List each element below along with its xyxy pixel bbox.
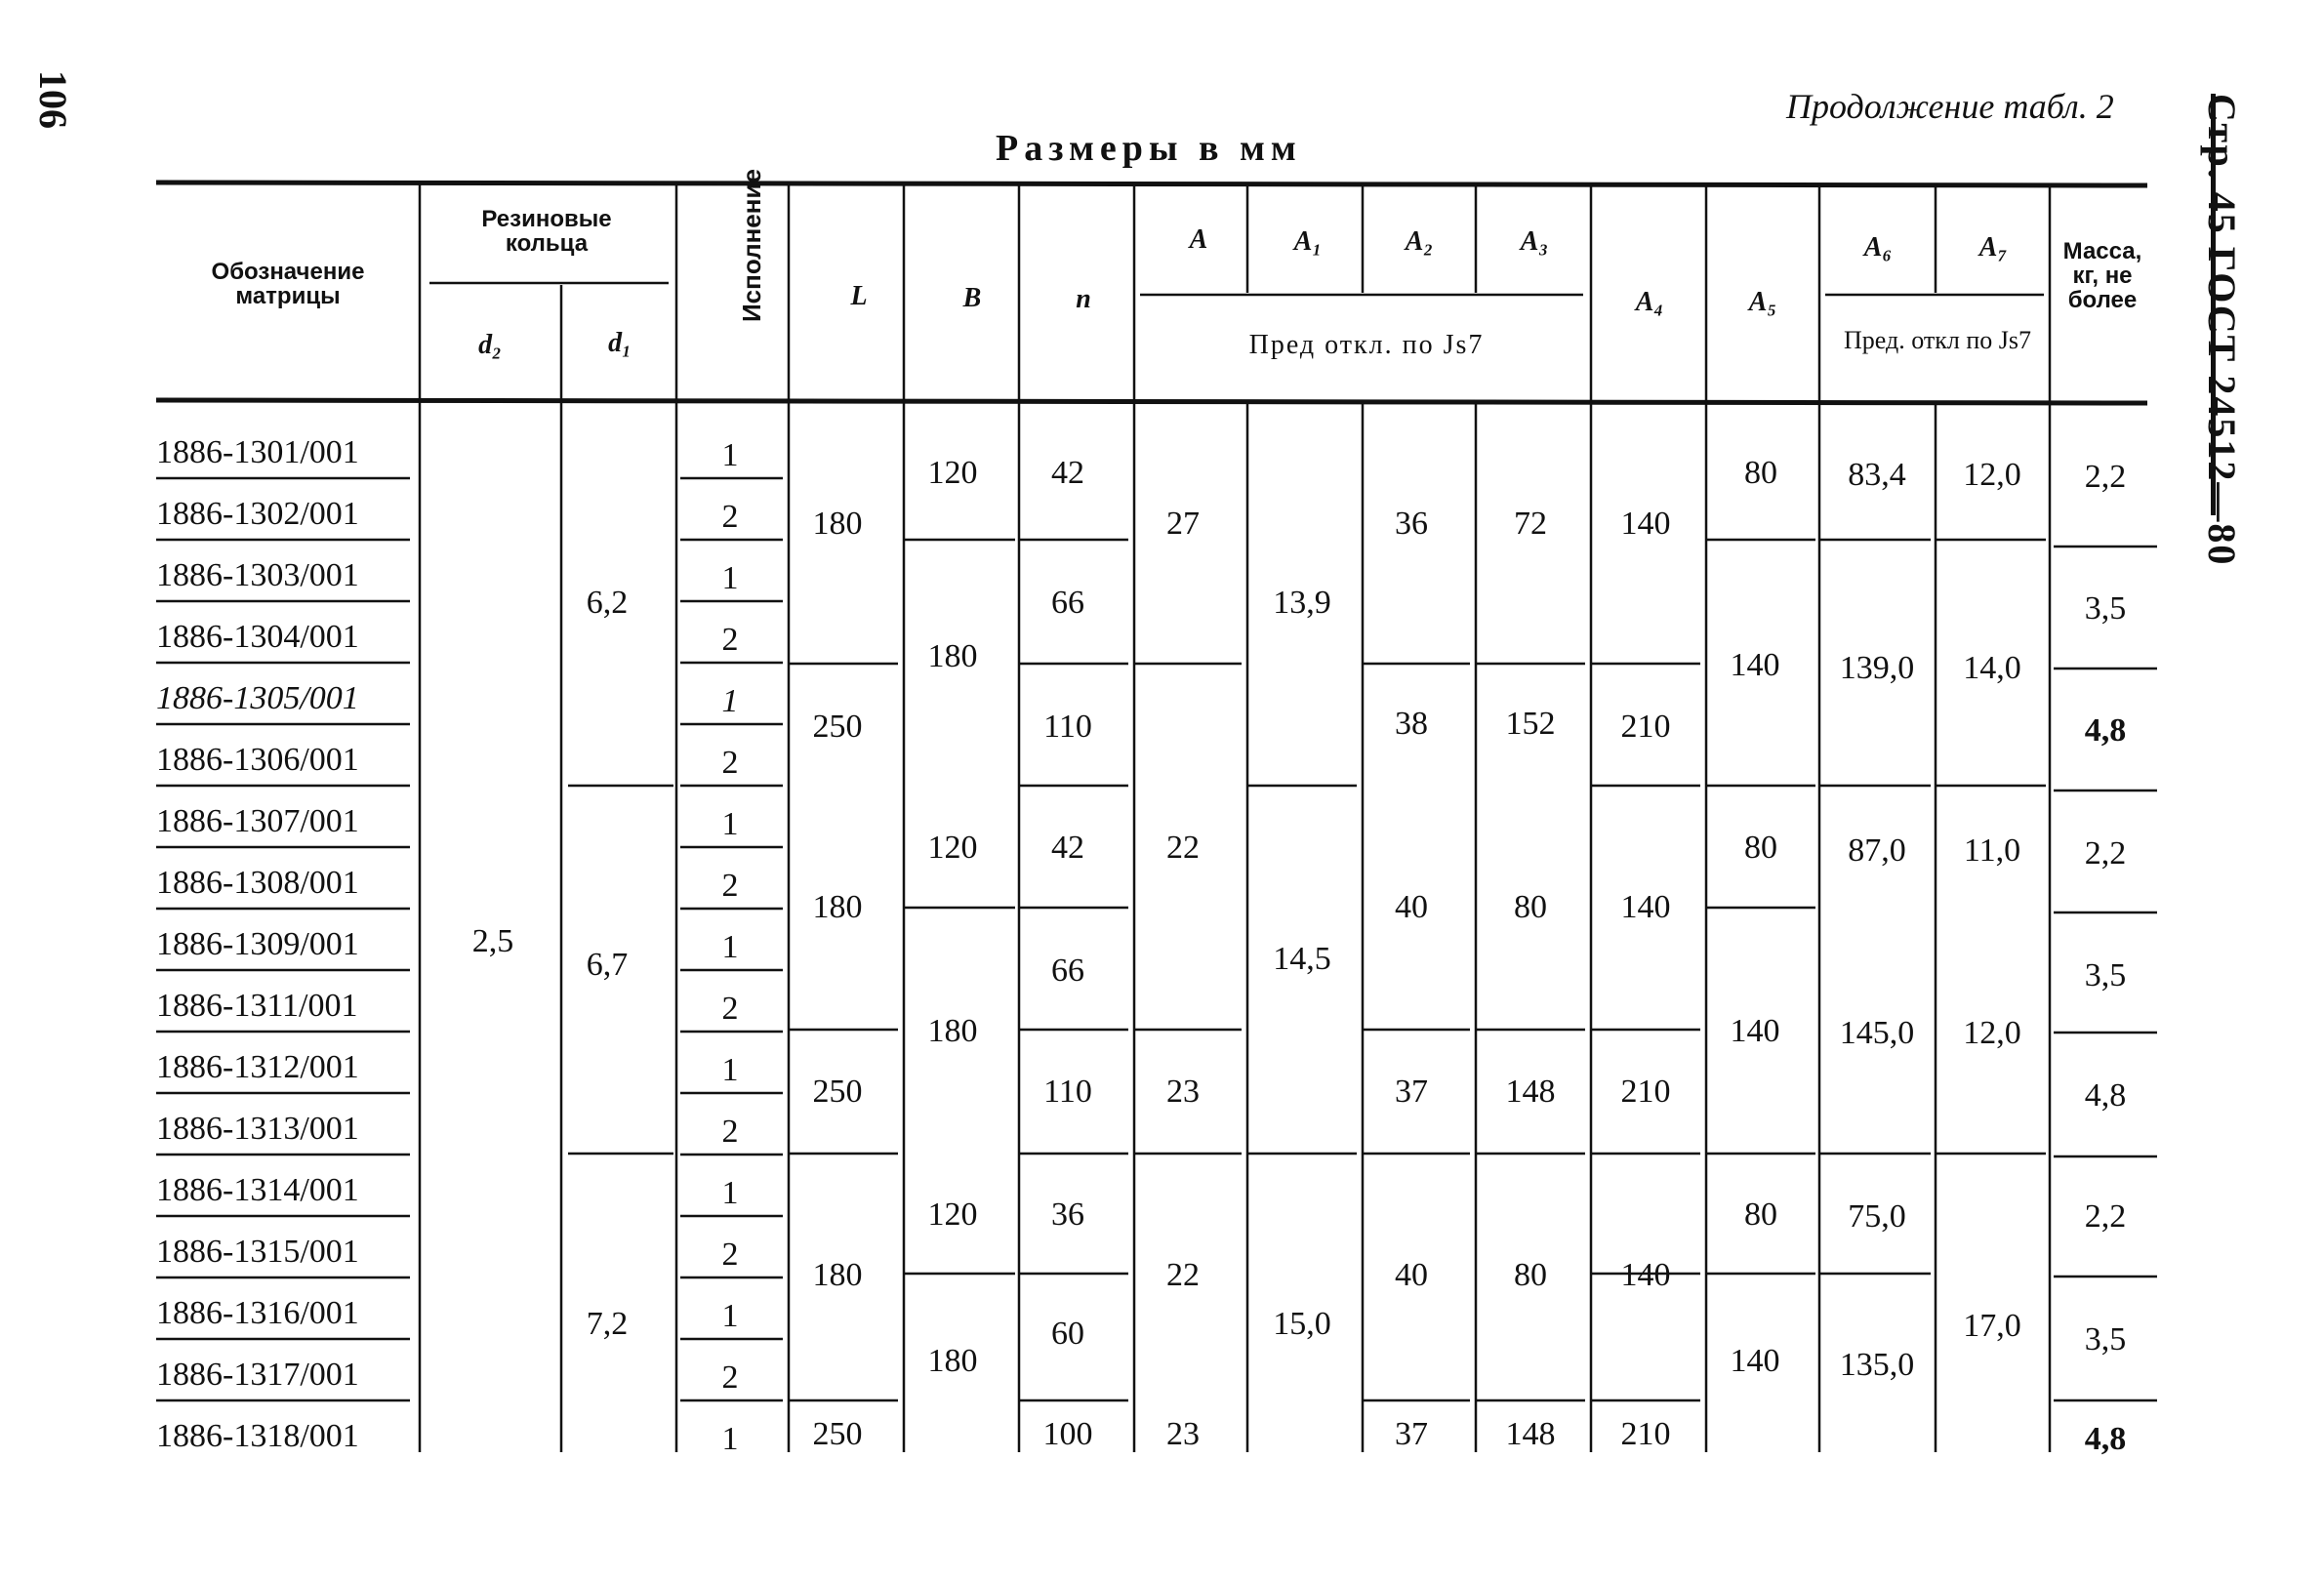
table-row: 1886-1309/001 bbox=[156, 926, 359, 962]
version-cell: 2 bbox=[721, 1114, 739, 1150]
header-A5: A₅ bbox=[1748, 287, 1777, 317]
A6-cell: 139,0 bbox=[1839, 650, 1915, 686]
n-cell: 100 bbox=[1042, 1416, 1093, 1452]
mass-cell: 2,2 bbox=[2084, 459, 2127, 495]
A5-cell: 80 bbox=[1744, 1196, 1777, 1233]
header-d1: d₁ bbox=[608, 328, 632, 358]
A4-cell: 140 bbox=[1620, 1257, 1671, 1293]
L-cell: 250 bbox=[812, 1416, 863, 1452]
A6-cell: 75,0 bbox=[1848, 1198, 1906, 1235]
A3-cell: 72 bbox=[1514, 506, 1547, 542]
A2-cell: 37 bbox=[1395, 1416, 1428, 1452]
table-row: 1886-1318/001 bbox=[156, 1418, 359, 1454]
table-row: 1886-1303/001 bbox=[156, 557, 359, 593]
version-cell: 1 bbox=[721, 1052, 739, 1088]
B-cell: 120 bbox=[927, 830, 978, 866]
units-label: Размеры в мм bbox=[996, 128, 1302, 169]
version-cell: 2 bbox=[721, 622, 739, 658]
version-cell: 2 bbox=[721, 868, 739, 904]
side-header: Стр. 45 ГОСТ 24512—80 bbox=[2200, 94, 2244, 567]
mass-cell: 4,8 bbox=[2084, 1077, 2127, 1114]
version-cell: 1 bbox=[721, 683, 739, 719]
table-row: 1886-1317/001 bbox=[156, 1357, 359, 1393]
L-cell: 250 bbox=[812, 709, 863, 745]
table-row: 1886-1305/001 bbox=[156, 680, 359, 716]
table-row: 1886-1314/001 bbox=[156, 1172, 359, 1208]
A7-cell: 11,0 bbox=[1963, 832, 2021, 869]
n-cell: 36 bbox=[1051, 1196, 1084, 1233]
header-A3: A₃ bbox=[1520, 226, 1549, 257]
header-A: A bbox=[1189, 224, 1208, 255]
table-row: 1886-1302/001 bbox=[156, 496, 359, 532]
L-cell: 250 bbox=[812, 1074, 863, 1110]
A4-cell: 210 bbox=[1620, 709, 1671, 745]
A3-cell: 80 bbox=[1514, 1257, 1547, 1293]
A-cell: 23 bbox=[1166, 1416, 1200, 1452]
table-row: 1886-1307/001 bbox=[156, 803, 359, 839]
mass-cell: 3,5 bbox=[2084, 590, 2127, 627]
A-cell: 23 bbox=[1166, 1074, 1200, 1110]
A5-cell: 140 bbox=[1730, 1013, 1780, 1049]
version-cell: 1 bbox=[721, 1421, 739, 1457]
version-cell: 2 bbox=[721, 499, 739, 535]
A6-cell: 135,0 bbox=[1839, 1347, 1915, 1383]
A-cell: 27 bbox=[1166, 506, 1200, 542]
A5-cell: 80 bbox=[1744, 830, 1777, 866]
version-cell: 1 bbox=[721, 806, 739, 842]
A2-cell: 40 bbox=[1395, 1257, 1428, 1293]
A-cell: 22 bbox=[1166, 1257, 1200, 1293]
n-cell: 66 bbox=[1051, 585, 1084, 621]
version-cell: 1 bbox=[721, 1298, 739, 1334]
B-cell: 180 bbox=[927, 638, 978, 674]
A5-cell: 80 bbox=[1744, 455, 1777, 491]
version-cell: 2 bbox=[721, 1359, 739, 1396]
A6-cell: 145,0 bbox=[1839, 1015, 1915, 1051]
L-cell: 180 bbox=[812, 889, 863, 925]
d2-cell: 2,5 bbox=[471, 923, 514, 959]
d1-cell: 7,2 bbox=[586, 1306, 629, 1342]
B-cell: 180 bbox=[927, 1343, 978, 1379]
mass-cell: 4,8 bbox=[2084, 1421, 2127, 1457]
header-version: Исполнение bbox=[737, 169, 766, 322]
A1-cell: 15,0 bbox=[1273, 1306, 1331, 1342]
A1-cell: 14,5 bbox=[1273, 941, 1331, 977]
A4-cell: 140 bbox=[1620, 889, 1671, 925]
A5-cell: 140 bbox=[1730, 1343, 1780, 1379]
header-A7: A₇ bbox=[1978, 232, 2008, 263]
header-rubber-rings: Резиновые кольца bbox=[481, 206, 612, 258]
table-row: 1886-1316/001 bbox=[156, 1295, 359, 1331]
header-A4: A₄ bbox=[1635, 287, 1664, 317]
A3-cell: 148 bbox=[1505, 1416, 1556, 1452]
L-cell: 180 bbox=[812, 1257, 863, 1293]
page-number: 106 bbox=[31, 70, 75, 129]
header-n: n bbox=[1076, 284, 1091, 314]
header-A1: A₁ bbox=[1293, 226, 1323, 257]
n-cell: 42 bbox=[1051, 830, 1084, 866]
mass-cell: 2,2 bbox=[2084, 835, 2127, 872]
n-cell: 60 bbox=[1051, 1316, 1084, 1352]
A7-cell: 12,0 bbox=[1963, 1015, 2021, 1051]
table-row: 1886-1308/001 bbox=[156, 865, 359, 901]
mass-cell: 3,5 bbox=[2084, 957, 2127, 993]
A6-cell: 83,4 bbox=[1848, 457, 1906, 493]
A1-cell: 13,9 bbox=[1273, 585, 1331, 621]
header-A2: A₂ bbox=[1405, 226, 1434, 257]
L-cell: 180 bbox=[812, 506, 863, 542]
A7-cell: 12,0 bbox=[1963, 457, 2021, 493]
A3-cell: 80 bbox=[1514, 889, 1547, 925]
B-cell: 120 bbox=[927, 455, 978, 491]
n-cell: 42 bbox=[1051, 455, 1084, 491]
header-tolerance-a: Пред откл. по Js7 bbox=[1248, 330, 1485, 360]
A2-cell: 38 bbox=[1395, 706, 1428, 742]
B-cell: 180 bbox=[927, 1013, 978, 1049]
A4-cell: 210 bbox=[1620, 1416, 1671, 1452]
A3-cell: 148 bbox=[1505, 1074, 1556, 1110]
version-cell: 1 bbox=[721, 560, 739, 596]
header-L: L bbox=[850, 281, 868, 311]
table-row: 1886-1304/001 bbox=[156, 619, 359, 655]
header-designation: Обозначение матрицы bbox=[211, 259, 365, 310]
mass-cell: 3,5 bbox=[2084, 1321, 2127, 1358]
table-row: 1886-1301/001 bbox=[156, 434, 359, 470]
A7-cell: 17,0 bbox=[1963, 1308, 2021, 1344]
version-cell: 1 bbox=[721, 437, 739, 473]
A7-cell: 14,0 bbox=[1963, 650, 2021, 686]
table-row: 1886-1315/001 bbox=[156, 1234, 359, 1270]
mass-cell: 2,2 bbox=[2084, 1198, 2127, 1235]
A2-cell: 37 bbox=[1395, 1074, 1428, 1110]
header-A6: A₆ bbox=[1863, 232, 1893, 263]
version-cell: 1 bbox=[721, 1175, 739, 1211]
table-row: 1886-1312/001 bbox=[156, 1049, 359, 1085]
d1-cell: 6,7 bbox=[586, 947, 629, 983]
continuation-label: Продолжение табл. 2 bbox=[1786, 87, 2114, 126]
A-cell: 22 bbox=[1166, 830, 1200, 866]
table-row: 1886-1313/001 bbox=[156, 1111, 359, 1147]
header-tolerance-b: Пред. откл по Js7 bbox=[1844, 326, 2031, 354]
d1-cell: 6,2 bbox=[586, 585, 629, 621]
table-row: 1886-1306/001 bbox=[156, 742, 359, 778]
header-d2: d₂ bbox=[478, 330, 502, 360]
A3-cell: 152 bbox=[1505, 706, 1556, 742]
version-cell: 2 bbox=[721, 1236, 739, 1273]
version-cell: 1 bbox=[721, 929, 739, 965]
table-row: 1886-1311/001 bbox=[156, 988, 358, 1024]
A2-cell: 36 bbox=[1395, 506, 1428, 542]
n-cell: 110 bbox=[1043, 1074, 1092, 1110]
mass-cell: 4,8 bbox=[2084, 712, 2127, 749]
version-cell: 2 bbox=[721, 991, 739, 1027]
n-cell: 66 bbox=[1051, 953, 1084, 989]
A4-cell: 210 bbox=[1620, 1074, 1671, 1110]
A4-cell: 140 bbox=[1620, 506, 1671, 542]
A5-cell: 140 bbox=[1730, 647, 1780, 683]
version-cell: 2 bbox=[721, 745, 739, 781]
A2-cell: 40 bbox=[1395, 889, 1428, 925]
B-cell: 120 bbox=[927, 1196, 978, 1233]
A6-cell: 87,0 bbox=[1848, 832, 1906, 869]
n-cell: 110 bbox=[1043, 709, 1092, 745]
header-B: B bbox=[962, 283, 982, 313]
header-mass: Масса, кг, не более bbox=[2062, 238, 2142, 314]
